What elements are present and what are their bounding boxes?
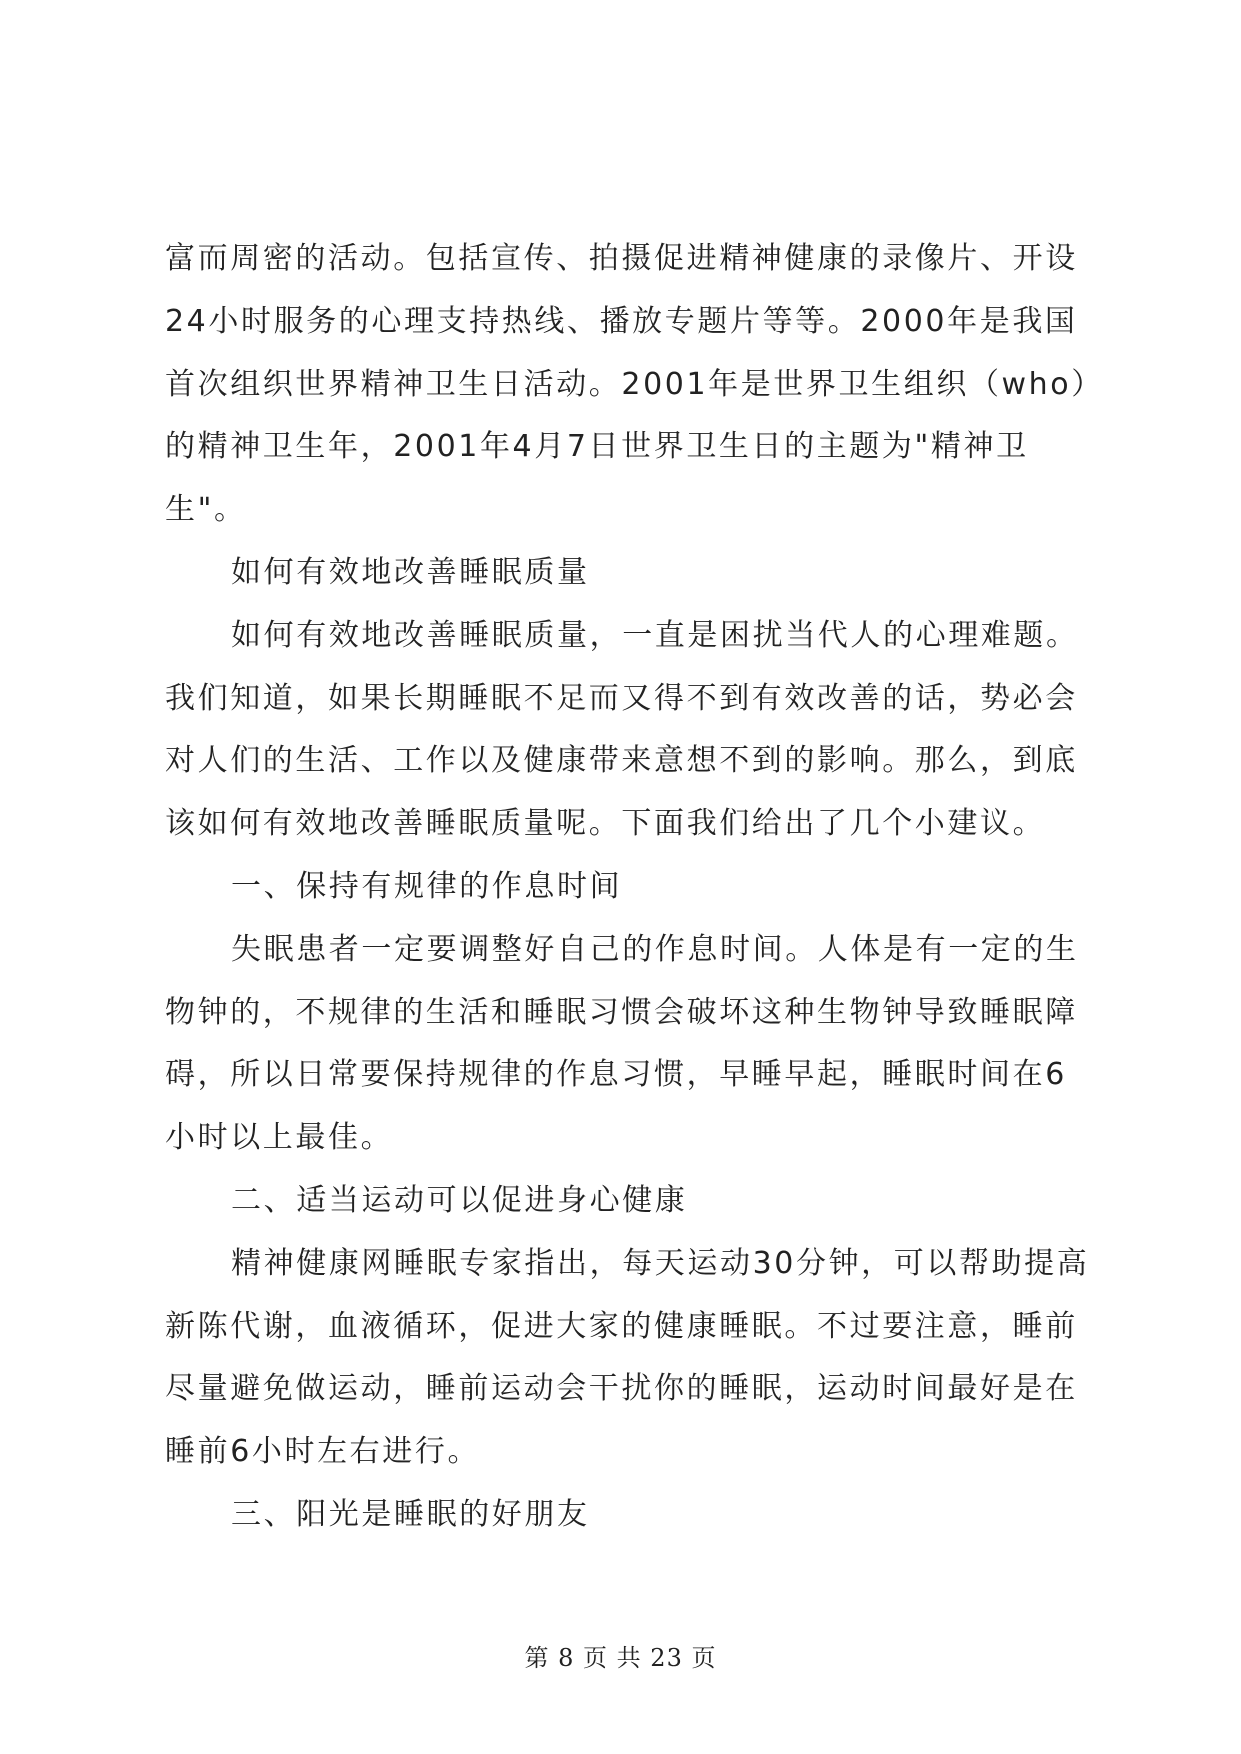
page-number-footer: 第 8 页 共 23 页 <box>524 1644 717 1672</box>
subheading-sunlight: 三、阳光是睡眠的好朋友 <box>231 1496 590 1532</box>
document-body <box>165 228 1095 1547</box>
paragraph-sleep-intro: 如何有效地改善睡眠质量，一直是困扰当代人的心理难题。我们知道，如果长期睡眠不足而又得不到有效改善的话，势必会对人们的生活、工作以及健康带来意想不到的影响。那么，到底该如何有效地改善睡眠质量呢。下面我们给出了几个小建议。 <box>165 617 1079 842</box>
paragraph-regular-schedule: 失眠患者一定要调整好自己的作息时间。人体是有一定的生物钟的，不规律的生活和睡眠习惯会破坏这种生物钟导致睡眠障碍，所以日常要保持规律的作息习惯，早睡早起，睡眠时间在6小时以上最佳。 <box>165 931 1079 1156</box>
subheading-exercise: 二、适当运动可以促进身心健康 <box>231 1182 688 1218</box>
paragraph-continuation: 富而周密的活动。包括宣传、拍摄促进精神健康的录像片、开设24小时服务的心理支持热线、播放专题片等等。2000年是我国首次组织世界精神卫生日活动。2001年是世界卫生组织（who）的精神卫生年，2001年4月7日世界卫生日的主题为"精神卫生"。 <box>165 241 1089 528</box>
subheading-regular-schedule: 一、保持有规律的作息时间 <box>231 868 623 904</box>
section-heading-sleep-quality: 如何有效地改善睡眠质量 <box>231 554 590 590</box>
paragraph-exercise: 精神健康网睡眠专家指出，每天运动30分钟，可以帮助提高新陈代谢，血液循环，促进大家的健康睡眠。不过要注意，睡前尽量避免做运动，睡前运动会干扰你的睡眠，运动时间最好是在睡前6小时左右进行。 <box>165 1245 1090 1470</box>
